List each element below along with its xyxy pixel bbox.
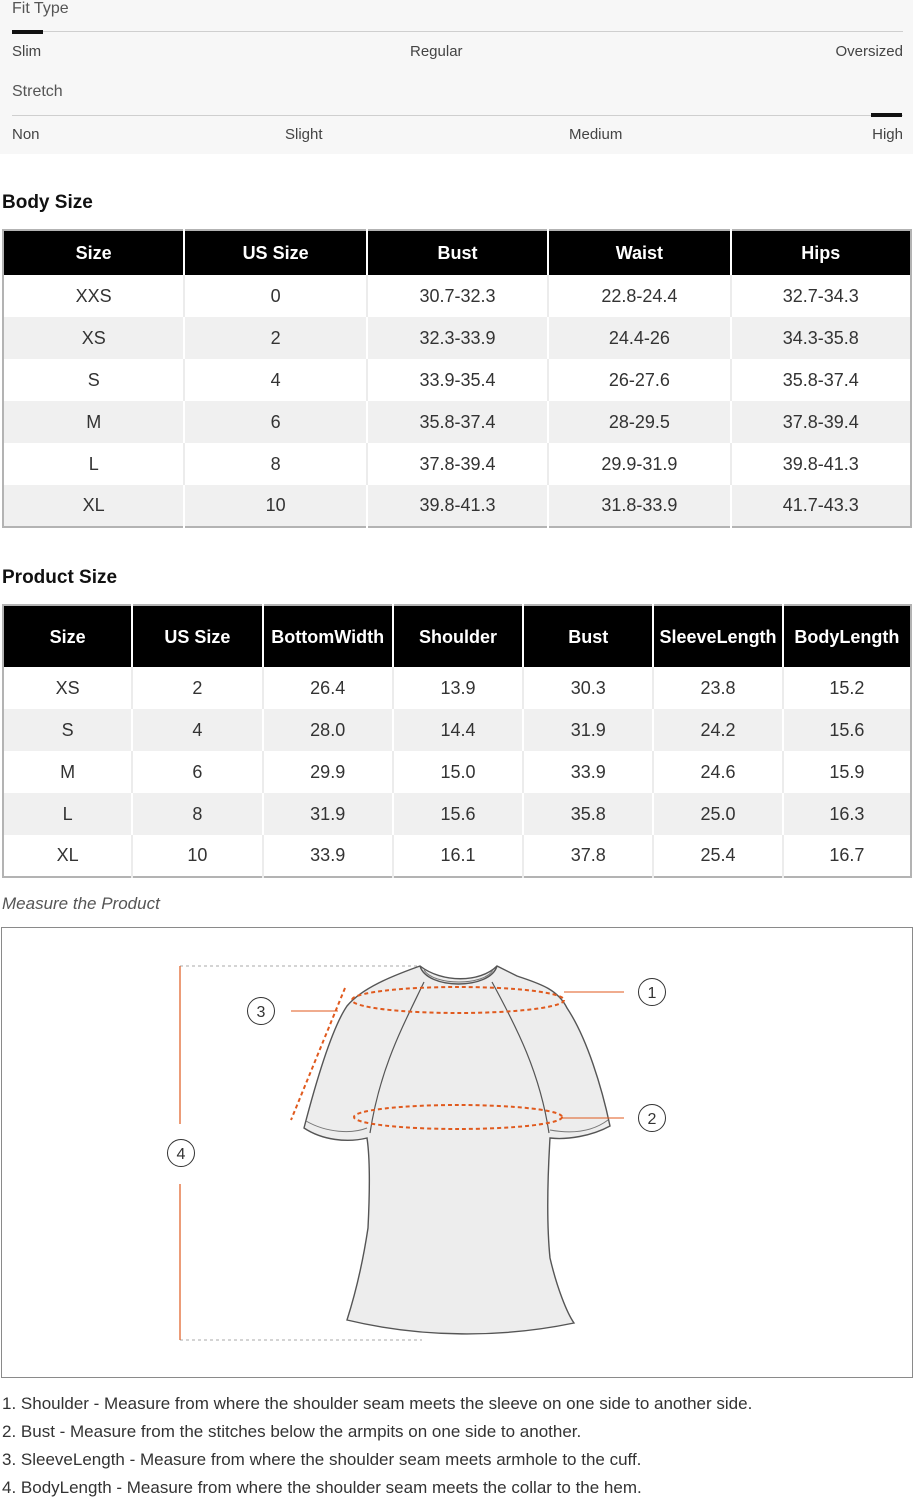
column-header: Hips: [731, 230, 911, 275]
table-cell: 2: [184, 317, 366, 359]
fit-type-label-slim: Slim: [12, 43, 42, 60]
fit-panel: [0, 0, 913, 154]
table-cell: XL: [3, 835, 132, 877]
table-cell: 39.8-41.3: [731, 443, 911, 485]
table-row: [3, 443, 911, 485]
marker-4: [168, 1124, 195, 1184]
table-cell: 15.6: [783, 709, 911, 751]
table-cell: 33.9-35.4: [367, 359, 548, 401]
stretch-scale: [12, 115, 903, 116]
table-row: [3, 401, 911, 443]
column-header: Bust: [523, 605, 653, 667]
tshirt-diagram: [2, 928, 912, 1377]
table-cell: 10: [132, 835, 262, 877]
table-cell: 8: [184, 443, 366, 485]
marker-number: 4: [176, 1146, 186, 1163]
table-cell: 4: [184, 359, 366, 401]
table-row: [3, 485, 911, 527]
table-cell: 29.9-31.9: [548, 443, 730, 485]
table-cell: XXS: [3, 275, 184, 317]
table-cell: M: [3, 401, 184, 443]
note-sleeve-length: 3. SleeveLength - Measure from where the shoulder seam meets armhole to the cuff.: [2, 1450, 642, 1469]
column-header: Waist: [548, 230, 730, 275]
column-header: SleeveLength: [653, 605, 782, 667]
table-cell: 15.6: [393, 793, 523, 835]
fit-type-scale: [12, 31, 903, 32]
table-cell: 33.9: [263, 835, 393, 877]
fit-type-title: Fit Type: [12, 0, 69, 17]
column-header: BodyLength: [783, 605, 911, 667]
table-cell: 31.9: [523, 709, 653, 751]
table-cell: 39.8-41.3: [367, 485, 548, 527]
product-size-table: [2, 604, 912, 878]
marker-number: 1: [647, 985, 657, 1002]
table-cell: L: [3, 793, 132, 835]
measure-diagram: [1, 927, 913, 1378]
body-size-table: [2, 229, 912, 528]
marker-number: 2: [647, 1111, 657, 1128]
table-cell: 13.9: [393, 667, 523, 709]
table-header-row: [3, 605, 911, 667]
table-cell: 24.2: [653, 709, 782, 751]
stretch-label-medium: Medium: [569, 126, 623, 143]
measurement-notes: [2, 1393, 752, 1505]
table-cell: XS: [3, 667, 132, 709]
fit-type-indicator: [12, 30, 43, 34]
table-cell: 24.4-26: [548, 317, 730, 359]
table-cell: 35.8-37.4: [367, 401, 548, 443]
table-cell: 25.4: [653, 835, 782, 877]
table-cell: 28.0: [263, 709, 393, 751]
table-cell: 32.3-33.9: [367, 317, 548, 359]
table-cell: 16.1: [393, 835, 523, 877]
table-cell: 31.8-33.9: [548, 485, 730, 527]
table-cell: 33.9: [523, 751, 653, 793]
table-cell: 8: [132, 793, 262, 835]
table-row: [3, 709, 911, 751]
table-cell: S: [3, 709, 132, 751]
table-row: [3, 835, 911, 877]
table-cell: 30.7-32.3: [367, 275, 548, 317]
table-cell: 0: [184, 275, 366, 317]
table-cell: 35.8-37.4: [731, 359, 911, 401]
column-header: US Size: [132, 605, 262, 667]
table-cell: 34.3-35.8: [731, 317, 911, 359]
fit-type-label-oversized: Oversized: [835, 43, 903, 60]
table-cell: 37.8-39.4: [731, 401, 911, 443]
column-header: Bust: [367, 230, 548, 275]
table-cell: 35.8: [523, 793, 653, 835]
table-cell: XS: [3, 317, 184, 359]
measure-caption: Measure the Product: [2, 894, 160, 913]
column-header: Size: [3, 605, 132, 667]
table-cell: 26-27.6: [548, 359, 730, 401]
table-cell: 25.0: [653, 793, 782, 835]
table-cell: 29.9: [263, 751, 393, 793]
table-row: [3, 793, 911, 835]
table-row: [3, 275, 911, 317]
column-header: Size: [3, 230, 184, 275]
table-cell: 10: [184, 485, 366, 527]
note-shoulder: 1. Shoulder - Measure from where the shoulder seam meets the sleeve on one side to another side.: [2, 1394, 753, 1413]
stretch-label-high: High: [872, 126, 903, 143]
table-cell: 14.4: [393, 709, 523, 751]
table-cell: L: [3, 443, 184, 485]
table-cell: 30.3: [523, 667, 653, 709]
table-row: [3, 667, 911, 709]
table-cell: XL: [3, 485, 184, 527]
marker-number: 3: [256, 1004, 266, 1021]
table-cell: 37.8-39.4: [367, 443, 548, 485]
body-size-title: Body Size: [2, 192, 93, 213]
marker-3: [248, 998, 275, 1025]
table-cell: 24.6: [653, 751, 782, 793]
table-cell: M: [3, 751, 132, 793]
note-body-length: 4. BodyLength - Measure from where the shoulder seam meets the collar to the hem.: [2, 1478, 642, 1497]
column-header: BottomWidth: [263, 605, 393, 667]
table-row: [3, 359, 911, 401]
product-size-title: Product Size: [2, 567, 118, 588]
note-bust: 2. Bust - Measure from the stitches below the armpits on one side to another.: [2, 1422, 582, 1441]
table-cell: 6: [132, 751, 262, 793]
table-cell: 15.2: [783, 667, 911, 709]
table-cell: 32.7-34.3: [731, 275, 911, 317]
table-cell: S: [3, 359, 184, 401]
fit-type-label-regular: Regular: [410, 43, 463, 60]
table-cell: 28-29.5: [548, 401, 730, 443]
table-cell: 15.9: [783, 751, 911, 793]
table-cell: 37.8: [523, 835, 653, 877]
table-row: [3, 751, 911, 793]
table-cell: 16.3: [783, 793, 911, 835]
table-cell: 31.9: [263, 793, 393, 835]
stretch-label-non: Non: [12, 126, 40, 143]
table-cell: 15.0: [393, 751, 523, 793]
marker-1: [639, 979, 666, 1006]
table-header-row: [3, 230, 911, 275]
table-cell: 2: [132, 667, 262, 709]
table-cell: 4: [132, 709, 262, 751]
table-cell: 41.7-43.3: [731, 485, 911, 527]
column-header: US Size: [184, 230, 366, 275]
stretch-title: Stretch: [12, 83, 63, 100]
table-cell: 16.7: [783, 835, 911, 877]
column-header: Shoulder: [393, 605, 523, 667]
table-cell: 22.8-24.4: [548, 275, 730, 317]
tshirt-body: [304, 966, 610, 1334]
stretch-indicator: [871, 113, 902, 117]
stretch-label-slight: Slight: [285, 126, 323, 143]
table-cell: 26.4: [263, 667, 393, 709]
table-row: [3, 317, 911, 359]
marker-2: [639, 1105, 666, 1132]
table-cell: 23.8: [653, 667, 782, 709]
table-cell: 6: [184, 401, 366, 443]
